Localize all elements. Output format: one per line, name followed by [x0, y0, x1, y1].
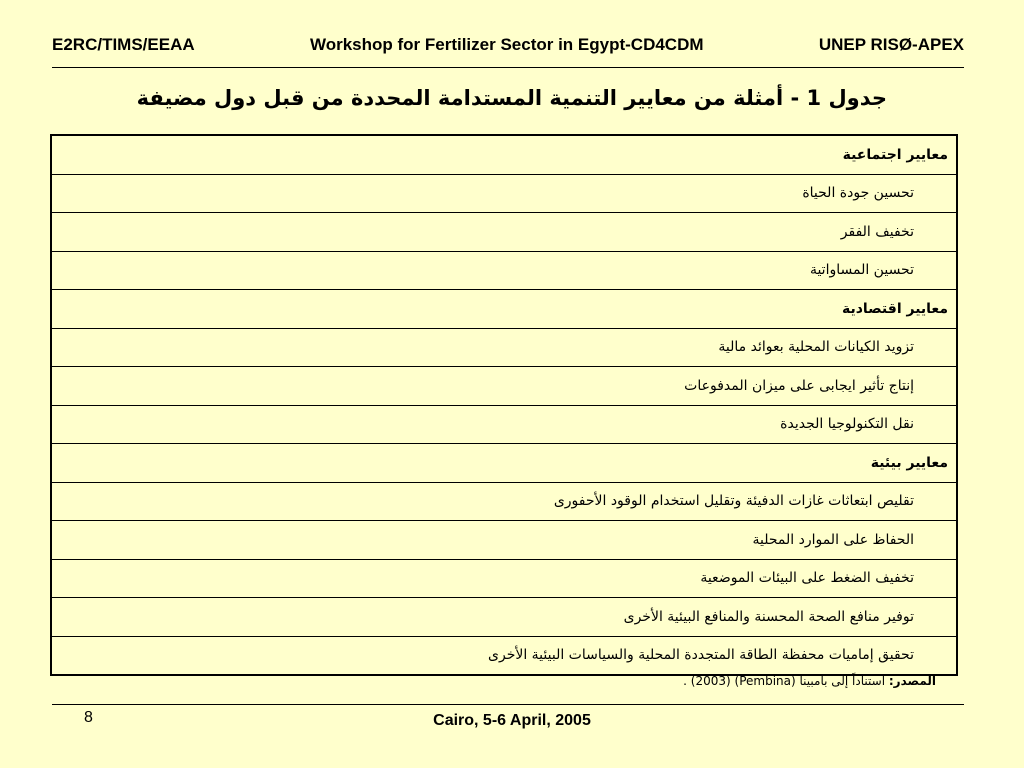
criterion-cell: نقل التكنولوجيا الجديدة	[52, 405, 956, 444]
table-row	[52, 213, 956, 252]
criteria-table	[50, 134, 958, 676]
category-cell: معايير اقتصادية	[52, 290, 956, 329]
source-label: المصدر:	[888, 674, 936, 688]
table-row	[52, 328, 956, 367]
page-number: 8	[84, 709, 93, 726]
table-row	[52, 559, 956, 598]
table-row	[52, 251, 956, 290]
table-row	[52, 174, 956, 213]
category-row	[52, 136, 956, 174]
criterion-cell: توفير منافع الصحة المحسنة والمنافع البيئية الأخرى	[52, 598, 956, 637]
header-left-text: E2RC/TIMS/EEAA	[52, 35, 195, 54]
criterion-cell: تقليص ابتعاثات غازات الدفيئة وتقليل استخدام الوقود الأحفورى	[52, 482, 956, 521]
criterion-cell: تخفيف الضغط على البيئات الموضعية	[52, 559, 956, 598]
category-cell: معايير اجتماعية	[842, 146, 948, 163]
table-row	[52, 405, 956, 444]
slide-title: جدول 1 - أمثلة من معايير التنمية المستدامة المحددة من قبل دول مضيفة	[136, 86, 887, 110]
category-row	[52, 444, 956, 483]
criterion-cell: تحسين المساواتية	[52, 251, 956, 290]
slide-header	[52, 30, 964, 60]
header-right-text: UNEP RISØ-APEX	[818, 35, 964, 54]
category-row	[52, 290, 956, 329]
criterion-cell: تحسين جودة الحياة	[52, 174, 956, 213]
table-row	[52, 482, 956, 521]
criterion-cell: إنتاج تأثير ايجابى على ميزان المدفوعات	[52, 367, 956, 406]
criterion-cell: تحقيق إماميات محفظة الطاقة المتجددة المحلية والسياسات البيئية الأخرى	[52, 636, 956, 674]
criterion-cell: تزويد الكيانات المحلية بعوائد مالية	[52, 328, 956, 367]
table-row	[52, 367, 956, 406]
criteria-table-body	[52, 136, 956, 674]
header-center-text: Workshop for Fertilizer Sector in Egypt-CD4CDM	[309, 35, 704, 54]
category-cell: معايير بيئية	[52, 444, 956, 483]
source-note	[52, 674, 936, 688]
table-row	[52, 598, 956, 637]
header-divider	[52, 67, 964, 68]
criterion-cell: الحفاظ على الموارد المحلية	[52, 521, 956, 560]
source-text: استناداً إلى بامبينا (Pembina) (2003) .	[683, 674, 886, 688]
table-row	[52, 521, 956, 560]
criterion-cell: تخفيف الفقر	[52, 213, 956, 252]
footer-date: Cairo, 5-6 April, 2005	[433, 712, 591, 729]
table-row	[52, 636, 956, 674]
footer-divider	[52, 704, 964, 705]
